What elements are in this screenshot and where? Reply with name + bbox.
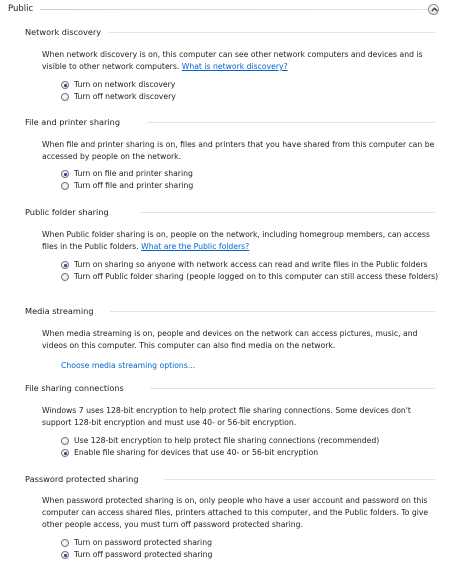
radio-button[interactable] (61, 93, 69, 101)
media-streaming-options-link[interactable]: Choose media streaming options... (61, 361, 196, 370)
radio-button[interactable] (61, 539, 69, 547)
section-title: Media streaming (25, 306, 94, 316)
radio-button[interactable] (61, 273, 69, 281)
radio-label: Turn on network discovery (74, 80, 176, 89)
radio-button-selected[interactable] (61, 261, 69, 269)
radio-label: Turn on password protected sharing (74, 538, 212, 547)
section-title: Password protected sharing (25, 474, 139, 484)
section-title: File sharing connections (25, 383, 124, 393)
header-divider (40, 9, 428, 10)
section-description: When file and printer sharing is on, files and printers that you have shared from this computer can be accessed by people on the network. (42, 140, 435, 161)
radio-button[interactable] (61, 182, 69, 190)
section-title: File and printer sharing (25, 117, 121, 127)
help-link[interactable]: What is network discovery? (181, 62, 288, 71)
radio-label: Turn off network discovery (74, 92, 176, 101)
section-divider (108, 32, 435, 33)
radio-label: Turn off password protected sharing (74, 550, 213, 559)
group-title: Public (8, 4, 34, 14)
radio-button-selected[interactable] (61, 449, 69, 457)
section-description: When password protected sharing is on, only people who have a user account and password on this computer can access shared files, printers attached to this computer, and the Public folders. To give other people access, you must turn off password protected sharing. (42, 496, 429, 529)
collapse-button[interactable] (428, 4, 439, 15)
radio-label: Turn on sharing so anyone with network access can read and write files in the Public folders (74, 260, 428, 269)
section-divider (140, 212, 435, 213)
section-description: Windows 7 uses 128-bit encryption to help protect file sharing connections. Some devices don't support 128-bit encryption and must use 40- or 56-bit encryption. (42, 406, 411, 427)
radio-button[interactable] (61, 437, 69, 445)
radio-button-selected[interactable] (61, 81, 69, 89)
section-divider (110, 311, 435, 312)
section-title: Network discovery (25, 27, 102, 37)
public-group-header (0, 0, 450, 18)
section-description: When Public folder sharing is on, people on the network, including homegroup members, can access files in the Public folders. What are the Public folders? (42, 230, 430, 251)
section-title: Public folder sharing (25, 207, 109, 217)
radio-label: Turn off Public folder sharing (people logged on to this computer can still access these folders) (74, 272, 439, 281)
radio-label: Enable file sharing for devices that use 40- or 56-bit encryption (74, 448, 319, 457)
radio-label: Use 128-bit encryption to help protect file sharing connections (recommended) (74, 436, 380, 445)
radio-button-selected[interactable] (61, 551, 69, 559)
radio-label: Turn on file and printer sharing (74, 169, 193, 178)
section-divider (164, 479, 435, 480)
section-divider (147, 122, 435, 123)
help-link[interactable]: What are the Public folders? (141, 242, 250, 251)
radio-button-selected[interactable] (61, 170, 69, 178)
radio-label: Turn off file and printer sharing (74, 181, 194, 190)
chevron-up-icon (431, 7, 438, 12)
section-description: When media streaming is on, people and devices on the network can access pictures, music, and videos on this computer. This computer can also find media on the network. (42, 329, 418, 350)
section-description: When network discovery is on, this computer can see other network computers and devices and is visible to other network computers. What is network discovery? (42, 50, 423, 71)
section-divider (150, 388, 435, 389)
